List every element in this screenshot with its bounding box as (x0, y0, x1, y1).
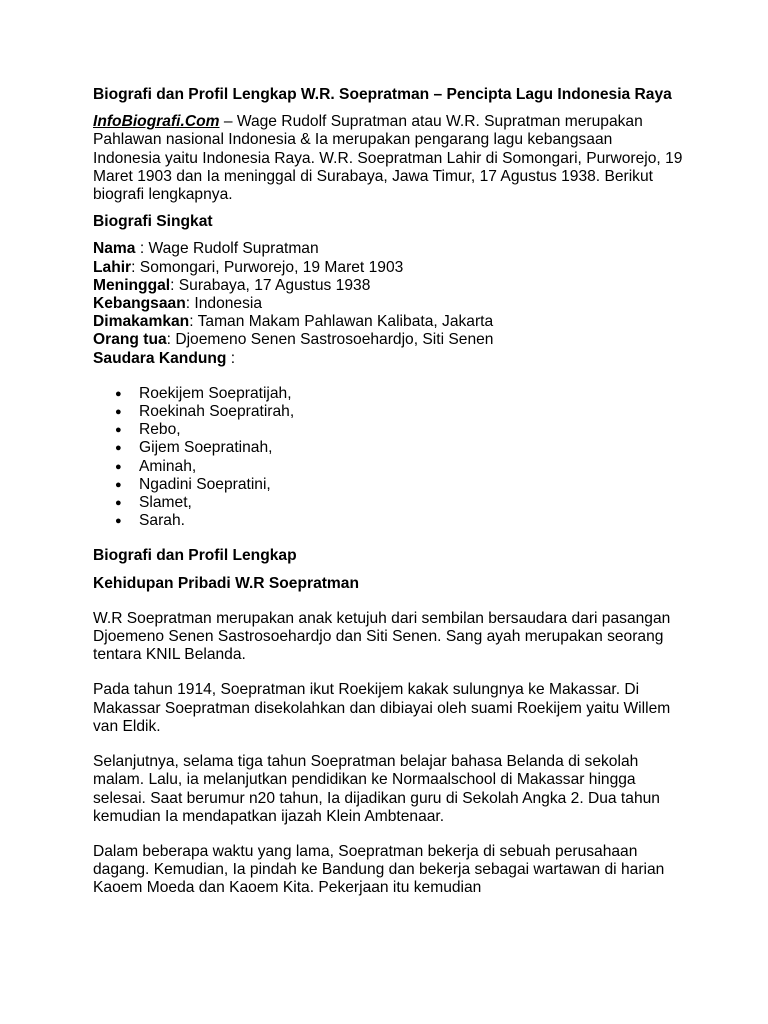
document-page (93, 86, 683, 915)
body-paragraph: Pada tahun 1914, Soepratman ikut Roekijem kakak sulungnya ke Makassar. Di Makassar Soepratman disekolahkan dan dibiayai oleh suami Roekijem yaitu Willem van Eldik. (93, 681, 671, 735)
list-item (93, 385, 683, 403)
fact-row-lahir (93, 259, 683, 277)
sibling-name: Roekijem Soepratijah, (139, 384, 292, 402)
fact-label: Saudara Kandung (93, 349, 227, 367)
fact-value: : (226, 349, 236, 367)
body-paragraph: W.R Soepratman merupakan anak ketujuh dari sembilan bersaudara dari pasangan Djoemeno Senen Sastrosoehardjo dan Siti Senen. Sang ayah merupakan seorang tentara KNIL Belanda. (93, 609, 671, 664)
document-title: Biografi dan Profil Lengkap W.R. Soepratman – Pencipta Lagu Indonesia Raya (93, 86, 672, 103)
fact-label: Lahir (93, 258, 132, 276)
fact-label: Orang tua (93, 331, 167, 349)
fact-value: : Surabaya, 17 Agustus 1938 (170, 276, 371, 294)
section-heading-biografi-singkat: Biografi Singkat (93, 213, 213, 231)
bullet-icon: ● (115, 497, 122, 510)
body-paragraph: Selanjutnya, selama tiga tahun Soepratman belajar bahasa Belanda di sekolah malam. Lalu, ia melanjutkan pendidikan ke Normaalschool di Makassar hingga selesai. Saat berumur n20 tahun, Ia dijadikan guru di Sekolah Angka 2. Dua tahun kemudian Ia mendapatkan ijazah Klein Ambtenaar. (93, 753, 660, 825)
sibling-name: Slamet, (139, 494, 192, 512)
bullet-icon: ● (115, 478, 122, 491)
fact-label: Kebangsaan (93, 295, 186, 313)
intro-paragraph (93, 113, 683, 204)
fact-row-kebangsaan (93, 295, 683, 313)
fact-label: Meninggal (93, 276, 171, 294)
fact-value: : Taman Makam Pahlawan Kalibata, Jakarta (189, 313, 494, 331)
bullet-icon: ● (115, 515, 122, 528)
fact-row-meninggal (93, 277, 683, 295)
bullet-icon: ● (115, 387, 122, 400)
section-heading-biografi-lengkap: Biografi dan Profil Lengkap (93, 547, 297, 565)
fact-label: Dimakamkan (93, 313, 190, 331)
list-item (93, 512, 683, 530)
fact-label: Nama (93, 240, 136, 258)
sibling-name: Rebo, (139, 421, 181, 439)
intro-text: – Wage Rudolf Supratman atau W.R. Supratman merupakan Pahlawan nasional Indonesia & Ia merupakan pengarang lagu kebangsaan Indonesia yaitu Indonesia Raya. W.R. Soepratman Lahir di Somongari, Purworejo, 19 Maret 1903 dan Ia meninggal di Surabaya, Jawa Timur, 17 Agustus 1938. Berikut biografi lengkapnya. (93, 113, 683, 204)
list-item (93, 439, 683, 457)
fact-value: : Somongari, Purworejo, 19 Maret 1903 (131, 258, 404, 276)
fact-value: : Djoemeno Senen Sastrosoehardjo, Siti Senen (166, 331, 494, 349)
fact-row-nama (93, 240, 683, 258)
bullet-icon: ● (115, 406, 122, 419)
bullet-icon: ● (115, 460, 122, 473)
fact-value: : Wage Rudolf Supratman (135, 240, 319, 258)
sibling-name: Roekinah Soepratirah, (139, 403, 295, 421)
site-name-link[interactable]: InfoBiografi.Com (93, 113, 220, 131)
fact-row-orang-tua (93, 331, 683, 349)
fact-row-dimakamkan (93, 313, 683, 331)
section-heading-kehidupan-pribadi: Kehidupan Pribadi W.R Soepratman (93, 574, 359, 592)
body-paragraph: Dalam beberapa waktu yang lama, Soepratman bekerja di sebuah perusahaan dagang. Kemudian, Ia pindah ke Bandung dan bekerja sebagai wartawan di harian Kaoem Moeda dan Kaoem Kita. Pekerjaan itu kemudian (93, 842, 665, 897)
list-item (93, 476, 683, 494)
sibling-name: Sarah. (139, 512, 185, 530)
list-item (93, 421, 683, 439)
bullet-icon: ● (115, 442, 122, 455)
bio-facts (93, 240, 683, 367)
sibling-name: Aminah, (139, 457, 197, 475)
sibling-name: Ngadini Soepratini, (139, 475, 271, 493)
bullet-icon: ● (115, 424, 122, 437)
sibling-name: Gijem Soepratinah, (139, 439, 273, 457)
siblings-list (93, 385, 683, 531)
fact-row-saudara-kandung (93, 350, 683, 368)
list-item (93, 458, 683, 476)
fact-value: : Indonesia (185, 295, 263, 313)
list-item (93, 403, 683, 421)
list-item (93, 494, 683, 512)
